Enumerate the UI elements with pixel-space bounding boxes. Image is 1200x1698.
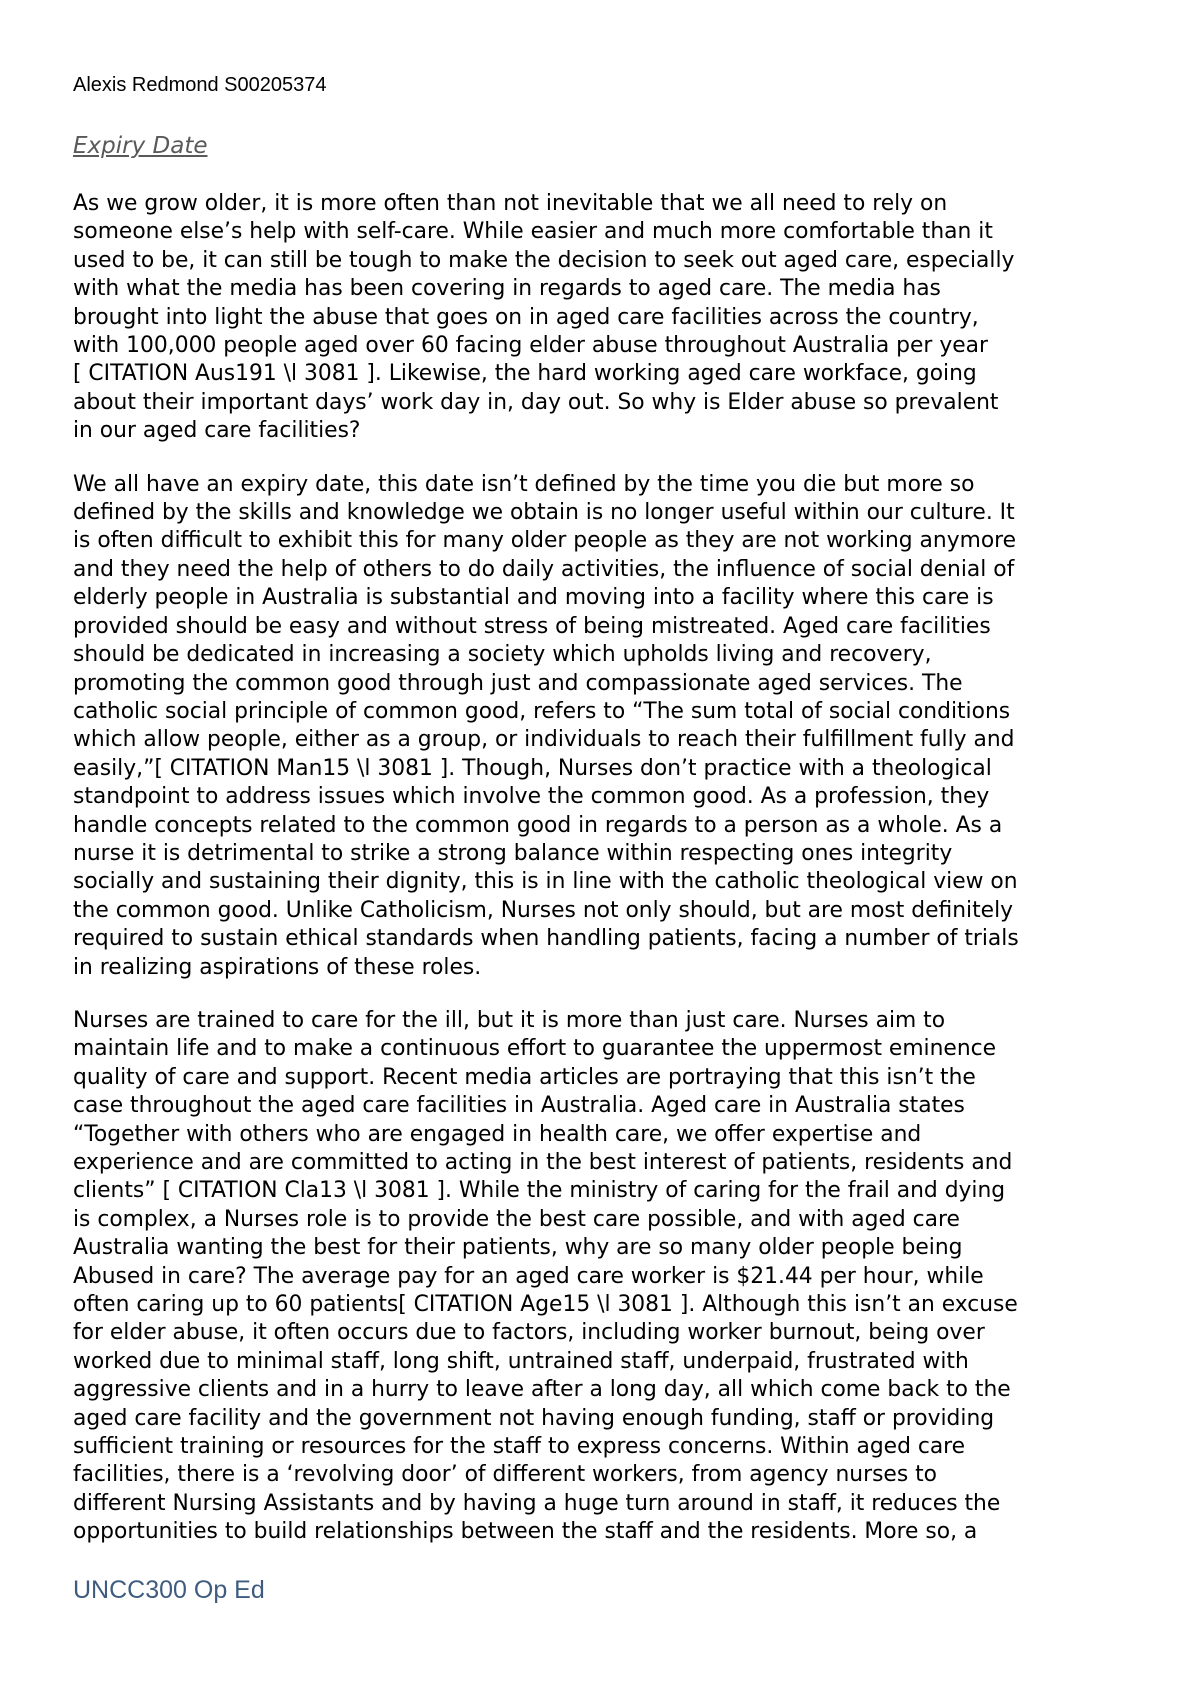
paragraph-line: [ CITATION Aus191 \l 3081 ]. Likewise, the hard working aged care workface, going	[73, 361, 977, 387]
paragraph-line: with 100,000 people aged over 60 facing elder abuse throughout Australia per year	[73, 333, 988, 359]
paragraph-line: about their important days’ work day in, day out. So why is Elder abuse so prevalent	[73, 389, 999, 415]
paragraph-line: socially and sustaining their dignity, this is in line with the catholic theological view on	[73, 869, 1018, 895]
paragraph-line: Abused in care? The average pay for an aged care worker is $21.44 per hour, while	[73, 1263, 984, 1289]
paragraph-line: required to sustain ethical standards when handling patients, facing a number of trials	[73, 926, 1019, 952]
paragraph-line: defined by the skills and knowledge we obtain is no longer useful within our culture. It	[73, 500, 1015, 526]
paragraph-line: in realizing aspirations of these roles.	[73, 954, 482, 980]
paragraph-line: elderly people in Australia is substantial and moving into a facility where this care is	[73, 585, 994, 611]
paragraph-line: different Nursing Assistants and by having a huge turn around in staff, it reduces the	[73, 1490, 1001, 1516]
footer-label: UNCC300 Op Ed	[73, 1576, 265, 1604]
paragraph-line: with what the media has been covering in regards to aged care. The media has	[73, 276, 941, 302]
paragraph-line: is often difficult to exhibit this for many older people as they are not working anymore	[73, 528, 1017, 554]
paragraph-line: nurse it is detrimental to strike a strong balance within respecting ones integrity	[73, 840, 953, 866]
paragraph-line: someone else’s help with self-care. While easier and much more comfortable than it	[73, 219, 993, 245]
document-title: Expiry Date	[73, 133, 208, 159]
paragraph-line: quality of care and support. Recent media articles are portraying that this isn’t the	[73, 1064, 976, 1090]
paragraph-line: the common good. Unlike Catholicism, Nurses not only should, but are most definitely	[73, 897, 1014, 923]
header-author: Alexis Redmond S00205374	[73, 74, 327, 96]
paragraph-line: opportunities to build relationships between the staff and the residents. More so, a	[73, 1519, 978, 1545]
paragraph-line: promoting the common good through just and compassionate aged services. The	[73, 670, 963, 696]
paragraph-line: used to be, it can still be tough to make the decision to seek out aged care, especially	[73, 247, 1015, 273]
paragraph-line: for elder abuse, it often occurs due to factors, including worker burnout, being over	[73, 1320, 985, 1346]
paragraph-line: catholic social principle of common good, refers to “The sum total of social conditions	[73, 698, 1011, 724]
paragraph-line: clients” [ CITATION Cla13 \l 3081 ]. While the ministry of caring for the frail and dying	[73, 1178, 1006, 1204]
paragraph-line: standpoint to address issues which involve the common good. As a profession, they	[73, 784, 990, 810]
paragraph-line: brought into light the abuse that goes on in aged care facilities across the country,	[73, 304, 979, 330]
paragraph-line: worked due to minimal staff, long shift, untrained staff, underpaid, frustrated with	[73, 1348, 969, 1374]
paragraph-line: facilities, there is a ‘revolving door’ of different workers, from agency nurses to	[73, 1462, 937, 1488]
paragraph-line: case throughout the aged care facilities in Australia. Aged care in Australia states	[73, 1093, 965, 1119]
paragraph-line: often caring up to 60 patients[ CITATION Age15 \l 3081 ]. Although this isn’t an excuse	[73, 1292, 1018, 1318]
paragraph-line: sufficient training or resources for the staff to express concerns. Within aged care	[73, 1434, 966, 1460]
paragraph-line: should be dedicated in increasing a society which upholds living and recovery,	[73, 642, 932, 668]
paragraph-line: easily,”[ CITATION Man15 \l 3081 ]. Though, Nurses don’t practice with a theological	[73, 755, 992, 781]
paragraph-line: and they need the help of others to do daily activities, the influence of social denial of	[73, 556, 1015, 582]
paragraph-line: is complex, a Nurses role is to provide the best care possible, and with aged care	[73, 1206, 960, 1232]
paragraph-line: “Together with others who are engaged in health care, we offer expertise and	[73, 1121, 922, 1147]
paragraph-line: maintain life and to make a continuous effort to guarantee the uppermost eminence	[73, 1036, 997, 1062]
paragraph-line: Nurses are trained to care for the ill, but it is more than just care. Nurses aim to	[73, 1007, 946, 1033]
paragraph-line: in our aged care facilities?	[73, 418, 361, 444]
paragraph-line: We all have an expiry date, this date isn’t defined by the time you die but more so	[73, 471, 975, 497]
paragraph-line: As we grow older, it is more often than not inevitable that we all need to rely on	[73, 191, 948, 216]
paragraph-line: provided should be easy and without stress of being mistreated. Aged care facilities	[73, 613, 991, 639]
paragraph-line: aged care facility and the government not having enough funding, staff or providing	[73, 1405, 995, 1431]
paragraph-line: experience and are committed to acting in the best interest of patients, residents and	[73, 1150, 1013, 1175]
body-paragraph	[73, 471, 1133, 982]
paragraph-line: handle concepts related to the common good in regards to a person as a whole. As a	[73, 812, 1003, 838]
paragraph-line: aggressive clients and in a hurry to leave after a long day, all which come back to the	[73, 1377, 1011, 1403]
body-paragraph	[73, 190, 1133, 446]
document-body	[73, 190, 1133, 1572]
paragraph-line: which allow people, either as a group, or individuals to reach their fulfillment fully and	[73, 727, 1015, 753]
paragraph-line: Australia wanting the best for their patients, why are so many older people being	[73, 1235, 963, 1261]
body-paragraph	[73, 1007, 1133, 1547]
